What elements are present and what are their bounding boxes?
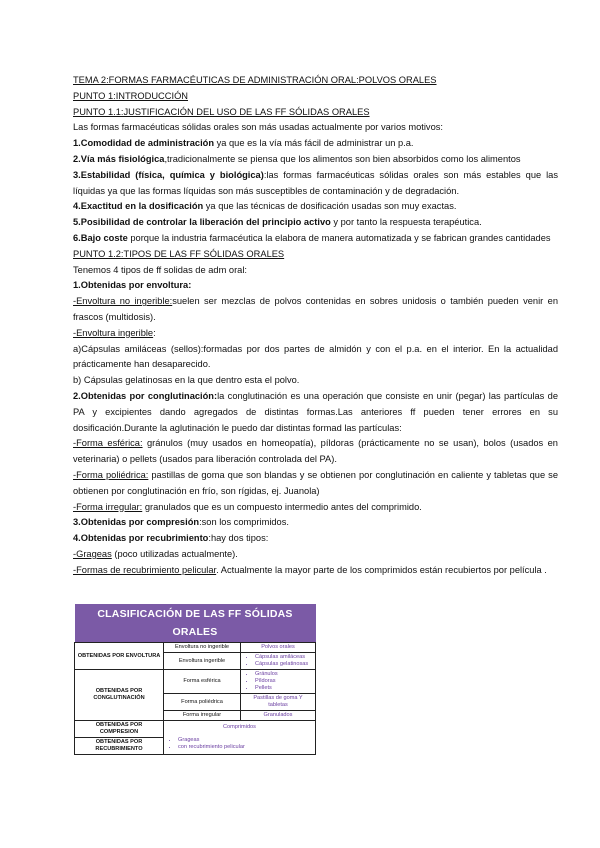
tema-title: TEMA 2:FORMAS FARMACÉUTICAS DE ADMINISTRACIÓN ORAL:POLVOS ORALES <box>73 75 437 85</box>
pelicular-line <box>73 563 558 579</box>
forma-poliedrica-text: pastillas de goma que son blandas y se obtienen por conglutinación en caliente y tabletas que se obtienen por conglutinación en frío, son rígidas, ej. Juanola) <box>73 469 558 496</box>
compresion-line <box>73 515 558 531</box>
cell-capsulas <box>241 653 316 670</box>
motivo-6 <box>73 231 558 247</box>
motivo-2-text: ,tradicionalmente se piensa que los alimentos son bien absorbidos como los alimentos <box>164 153 521 164</box>
envoltura-ingerible-label: -Envoltura ingerible <box>73 327 154 338</box>
forma-poliedrica-label: -Forma poliédrica: <box>73 469 149 480</box>
table-row <box>75 643 316 653</box>
row-label-conglutinacion: OBTENIDAS POR CONGLUTINACIÓN <box>75 670 164 721</box>
grageas-line <box>73 547 558 563</box>
conglutinacion-title: 2.Obtenidas por conglutinación: <box>73 390 218 401</box>
forma-irregular-text: granulados que es un compuesto intermedio antes del comprimido. <box>142 501 422 512</box>
motivo-3 <box>73 168 558 200</box>
motivo-5 <box>73 215 558 231</box>
intro-paragraph: Las formas farmacéuticas sólidas orales son más usadas actualmente por varios motivos: <box>73 122 443 133</box>
row-label-recubrimiento: OBTENIDAS POR RECUBRIMIENTO <box>75 738 164 755</box>
motivo-6-text: porque la industria farmacéutica la elabora de manera automatizada y se fabrican grandes cantidades <box>127 232 551 243</box>
envoltura-ingerible <box>73 326 558 342</box>
capsulas-amilaceas: a)Cápsulas amiláceas (sellos):formadas por dos partes de almidón y con el p.a. en el interior. En la actualidad prácticamente han desaparecido. <box>73 343 558 370</box>
classification-table <box>74 604 316 755</box>
recubrimiento-line <box>73 531 558 547</box>
cell-forma-irregular: Forma irregular <box>164 711 241 721</box>
motivo-5-text: y por tanto la respuesta terapéutica. <box>330 217 482 228</box>
compresion-title: 3.Obtenidas por compresión <box>73 517 200 528</box>
forma-esferica-label: -Forma esférica: <box>73 438 143 449</box>
grageas-label: -Grageas <box>73 548 112 559</box>
cell-forma-esferica: Forma esférica <box>164 670 241 694</box>
envoltura-heading: 1.Obtenidas por envoltura: <box>73 280 192 291</box>
list-item: • Grageas <box>178 737 313 744</box>
list-item: • Cápsulas amiláceas <box>255 654 313 661</box>
pelicular-label: -Formas de recubrimiento pelicular <box>73 564 217 575</box>
forma-irregular <box>73 500 558 516</box>
list-item: • Cápsulas gelatinosas <box>255 661 313 668</box>
envoltura-no-ingerible-text: suelen ser mezclas de polvos contenidas en sobres unidosis o también pueden venir en frascos (multidosis). <box>73 296 558 322</box>
envoltura-ingerible-colon: : <box>153 327 156 338</box>
motivo-3-title: 3.Estabilidad (física, química y biológica) <box>73 169 264 180</box>
cell-envoltura-no-ingerible: Envoltura no ingerible <box>164 643 241 653</box>
document-body <box>73 73 558 579</box>
motivo-2 <box>73 152 558 168</box>
envoltura-no-ingerible-label: -Envoltura no ingerible: <box>73 296 173 307</box>
motivo-6-title: 6.Bajo coste <box>73 232 128 243</box>
motivo-1-text: ya que es la vía más fácil de administrar un p.a. <box>214 138 414 149</box>
conglutinacion-text: la conglutinación es una operación que consiste en unir (pegar) las partículas de PA y excipientes dando agregados de distintas formas.Las anteriores ff pueden tener errores en su dosificación.Durante la aglutinación le puedo dar distintas formad las partículas: <box>73 390 559 433</box>
list-item: • con recubrimiento pelicular <box>178 744 313 751</box>
esferica-list <box>243 671 313 692</box>
grageas-text: (poco utilizadas actualmente). <box>111 548 238 559</box>
motivo-3-text: :las formas farmacéuticas sólidas orales son más estables que las líquidas ya que las formas líquidas son más susceptibles de contaminación y de degradación. <box>73 169 558 196</box>
list-item: • Pellets <box>255 685 313 692</box>
list-item: • Gránulos <box>255 671 313 678</box>
row-label-envoltura: OBTENIDAS POR ENVOLTURA <box>75 643 164 670</box>
cell-comprimidos <box>164 721 316 755</box>
capsulas-list <box>243 654 313 668</box>
conglutinacion-paragraph <box>73 389 558 436</box>
motivo-2-title: 2.Vía más fisiológica <box>73 153 165 164</box>
capsulas-gelatinosas: b) Cápsulas gelatinosas en la que dentro esta el polvo. <box>73 375 300 386</box>
row-label-compresion: OBTENIDAS POR COMPRESION <box>75 721 164 738</box>
punto-1-2-heading: PUNTO 1.2:TIPOS DE LAS FF SÓLIDAS ORALES <box>73 248 285 259</box>
punto-1-1-heading: PUNTO 1.1:JUSTIFICACIÓN DEL USO DE LAS FF SÓLIDAS ORALES <box>73 106 370 117</box>
forma-esferica <box>73 436 558 468</box>
recubrimiento-title: 4.Obtenidas por recubrimiento <box>73 533 209 544</box>
motivo-4-text: ya que las técnicas de dosificación usadas son muy exactas. <box>203 201 457 212</box>
recubrimiento-text: :hay dos tipos: <box>208 533 269 544</box>
tipos-intro: Tenemos 4 tipos de ff solidas de adm oral: <box>73 264 247 275</box>
cell-forma-poliedrica: Forma poliédrica <box>164 694 241 711</box>
cell-envoltura-ingerible: Envoltura ingerible <box>164 653 241 670</box>
table-title: CLASIFICACIÓN DE LAS FF SÓLIDAS ORALES <box>75 604 316 643</box>
comprimidos-label: Comprimidos <box>223 724 256 730</box>
cell-esferica-items <box>241 670 316 694</box>
motivo-4 <box>73 199 558 215</box>
table-row <box>75 721 316 738</box>
compresion-text: :son los comprimidos. <box>199 517 289 528</box>
motivo-4-title: 4.Exactitud en la dosificación <box>73 201 204 212</box>
motivo-5-title: 5.Posibilidad de controlar la liberación del principio activo <box>73 217 331 228</box>
cell-pastillas: Pastillas de goma Y tabletas <box>241 694 316 711</box>
motivo-1 <box>73 136 558 152</box>
cell-polvos-orales: Polvos orales <box>241 643 316 653</box>
forma-esferica-text: gránulos (muy usados en homeopatía), píldoras (prácticamente no se usan), bolos (usados en veterinaria) o pellets (usados para liberación controlada del PA). <box>73 438 558 465</box>
punto-1-heading: PUNTO 1:INTRODUCCIÓN <box>73 90 189 101</box>
envoltura-no-ingerible <box>73 294 558 326</box>
table-row <box>75 670 316 694</box>
list-item: • Píldoras <box>255 678 313 685</box>
recubrimiento-list <box>166 737 313 751</box>
motivo-1-title: 1.Comodidad de administración <box>73 138 215 149</box>
forma-poliedrica <box>73 468 558 500</box>
cell-granulados: Granulados <box>241 711 316 721</box>
forma-irregular-label: -Forma irregular: <box>73 501 143 512</box>
pelicular-text: . Actualmente la mayor parte de los comprimidos están recubiertos por película . <box>216 564 547 575</box>
